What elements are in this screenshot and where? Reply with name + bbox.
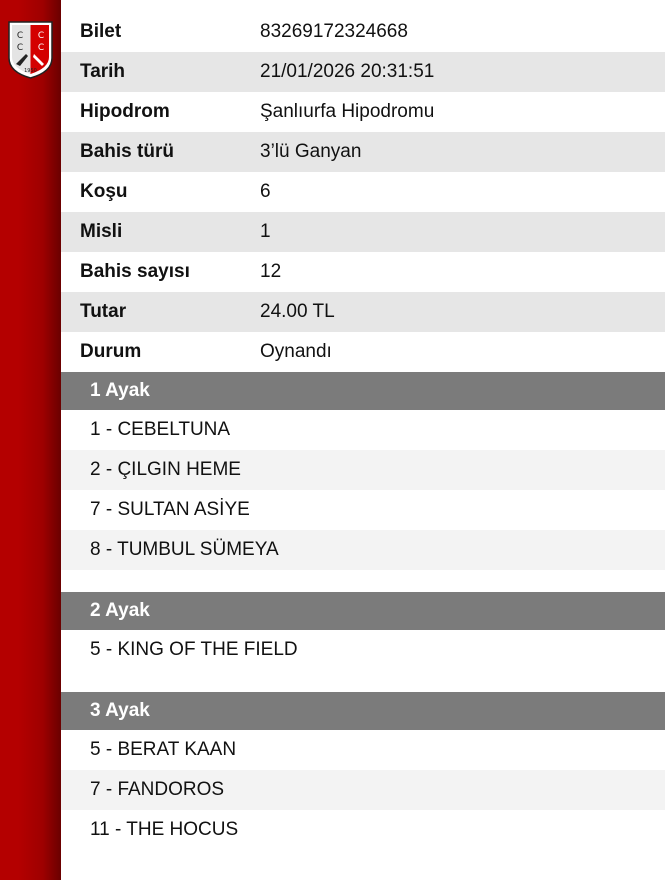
info-row-hipodrom bbox=[61, 92, 665, 132]
logo-year: 1950 bbox=[24, 68, 37, 74]
ticket-info-table bbox=[61, 0, 665, 372]
info-value: Şanlıurfa Hipodromu bbox=[260, 101, 435, 122]
ticket-detail bbox=[61, 0, 665, 880]
info-row-durum bbox=[61, 332, 665, 372]
info-value: 6 bbox=[260, 181, 271, 202]
info-value: 1 bbox=[260, 221, 271, 242]
leg-header: 1 Ayak bbox=[61, 372, 665, 410]
info-value: 83269172324668 bbox=[260, 21, 408, 42]
horse-row: 5 - BERAT KAAN bbox=[90, 739, 237, 760]
leg-spacer bbox=[61, 670, 665, 692]
info-row-bahis-turu bbox=[61, 132, 665, 172]
horse-row: 8 - TUMBUL SÜMEYA bbox=[61, 530, 665, 570]
info-label: Tarih bbox=[80, 61, 126, 82]
info-label: Durum bbox=[80, 341, 142, 362]
leg-section-2 bbox=[61, 592, 665, 692]
info-row-tarih bbox=[61, 52, 665, 92]
club-crest-icon[interactable] bbox=[6, 20, 55, 80]
info-value: 21/01/2026 20:31:51 bbox=[260, 61, 435, 82]
leg-header: 2 Ayak bbox=[61, 592, 665, 630]
horse-row: 2 - ÇILGIN HEME bbox=[61, 450, 665, 490]
info-row-misli bbox=[61, 212, 665, 252]
horse-row: 1 - CEBELTUNA bbox=[90, 419, 231, 440]
svg-text:C: C bbox=[16, 31, 24, 41]
info-row-tutar bbox=[61, 292, 665, 332]
horse-row: 5 - KING OF THE FIELD bbox=[90, 639, 298, 660]
svg-text:C: C bbox=[16, 43, 24, 53]
svg-text:C: C bbox=[37, 31, 45, 41]
horse-row: 11 - THE HOCUS bbox=[90, 819, 239, 840]
sidebar bbox=[0, 0, 61, 880]
info-value: 3’lü Ganyan bbox=[260, 141, 362, 162]
leg-spacer bbox=[61, 570, 665, 592]
info-value: 12 bbox=[260, 261, 282, 282]
leg-section-3 bbox=[61, 692, 665, 850]
horse-row: 7 - FANDOROS bbox=[61, 770, 665, 810]
info-row-bilet bbox=[61, 0, 665, 52]
info-label: Tutar bbox=[80, 301, 127, 322]
svg-text:C: C bbox=[37, 43, 45, 53]
leg-section-1 bbox=[61, 372, 665, 592]
info-row-bahis-sayisi bbox=[61, 252, 665, 292]
info-label: Bilet bbox=[80, 21, 122, 42]
info-label: Koşu bbox=[80, 181, 128, 202]
leg-header: 3 Ayak bbox=[61, 692, 665, 730]
info-value: Oynandı bbox=[260, 341, 332, 362]
info-row-kosu bbox=[61, 172, 665, 212]
info-label: Misli bbox=[80, 221, 123, 242]
info-label: Bahis sayısı bbox=[80, 261, 190, 282]
info-label: Hipodrom bbox=[80, 101, 170, 122]
info-value: 24.00 TL bbox=[260, 301, 335, 322]
info-label: Bahis türü bbox=[80, 141, 174, 162]
horse-row: 7 - SULTAN ASİYE bbox=[90, 499, 250, 520]
